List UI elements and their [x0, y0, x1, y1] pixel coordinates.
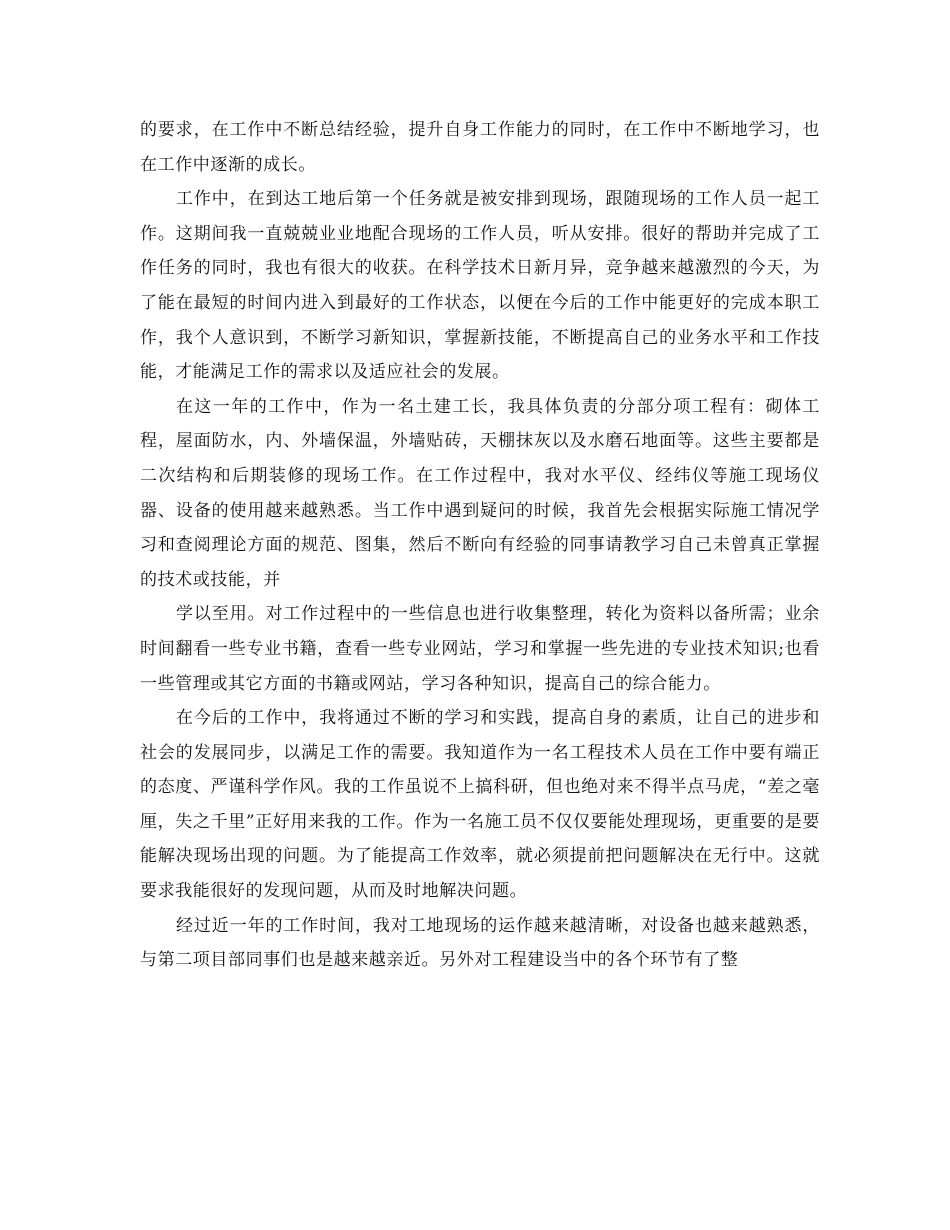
paragraph-4: 学以至用。对工作过程中的一些信息也进行收集整理，转化为资料以备所需；业余时间翻看一些专业书籍，查看一些专业网站，学习和掌握一些先进的专业技术知识;也看一些管理或其它方面的书籍或网站，学习各种知识，提高自己的综合能力。 [140, 604, 820, 694]
paragraph-1: 的要求，在工作中不断总结经验，提升自身工作能力的同时，在工作中不断地学习，也在工作中逐渐的成长。 [140, 120, 820, 175]
paragraph-3: 在这一年的工作中，作为一名土建工长，我具体负责的分部分项工程有：砌体工程，屋面防水，内、外墙保温，外墙贴砖，天棚抹灰以及水磨石地面等。这些主要都是二次结构和后期装修的现场工作。在工作过程中，我对水平仪、经纬仪等施工现场仪器、设备的使用越来越熟悉。当工作中遇到疑问的时候，我首先会根据实际施工情况学习和查阅理论方面的规范、图集，然后不断向有经验的同事请教学习自己未曾真正掌握的技术或技能，并 [140, 396, 820, 590]
paragraph-2: 工作中，在到达工地后第一个任务就是被安排到现场，跟随现场的工作人员一起工作。这期间我一直兢兢业业地配合现场的工作人员，听从安排。很好的帮助并完成了工作任务的同时，我也有很大的收获。在科学技术日新月异，竞争越来越激烈的今天，为了能在最短的时间内进入到最好的工作状态，以便在今后的工作中能更好的完成本职工作，我个人意识到，不断学习新知识，掌握新技能，不断提高自己的业务水平和工作技能，才能满足工作的需求以及适应社会的发展。 [140, 189, 820, 383]
paragraph-5: 在今后的工作中，我将通过不断的学习和实践，提高自身的素质，让自己的进步和社会的发展同步，以满足工作的需要。我知道作为一名工程技术人员在工作中要有端正的态度、严谨科学作风。我的工作虽说不上搞科研，但也绝对来不得半点马虎，“差之毫厘，失之千里”正好用来我的工作。作为一名施工员不仅仅要能处理现场，更重要的是要能解决现场出现的问题。为了能提高工作效率，就必须提前把问题解决在无行中。这就要求我能很好的发现问题，从而及时地解决问题。 [140, 708, 820, 902]
paragraph-6: 经过近一年的工作时间，我对工地现场的运作越来越清晰，对设备也越来越熟悉，与第二项目部同事们也是越来越亲近。另外对工程建设当中的各个环节有了整 [140, 915, 820, 971]
document-body [140, 113, 820, 978]
